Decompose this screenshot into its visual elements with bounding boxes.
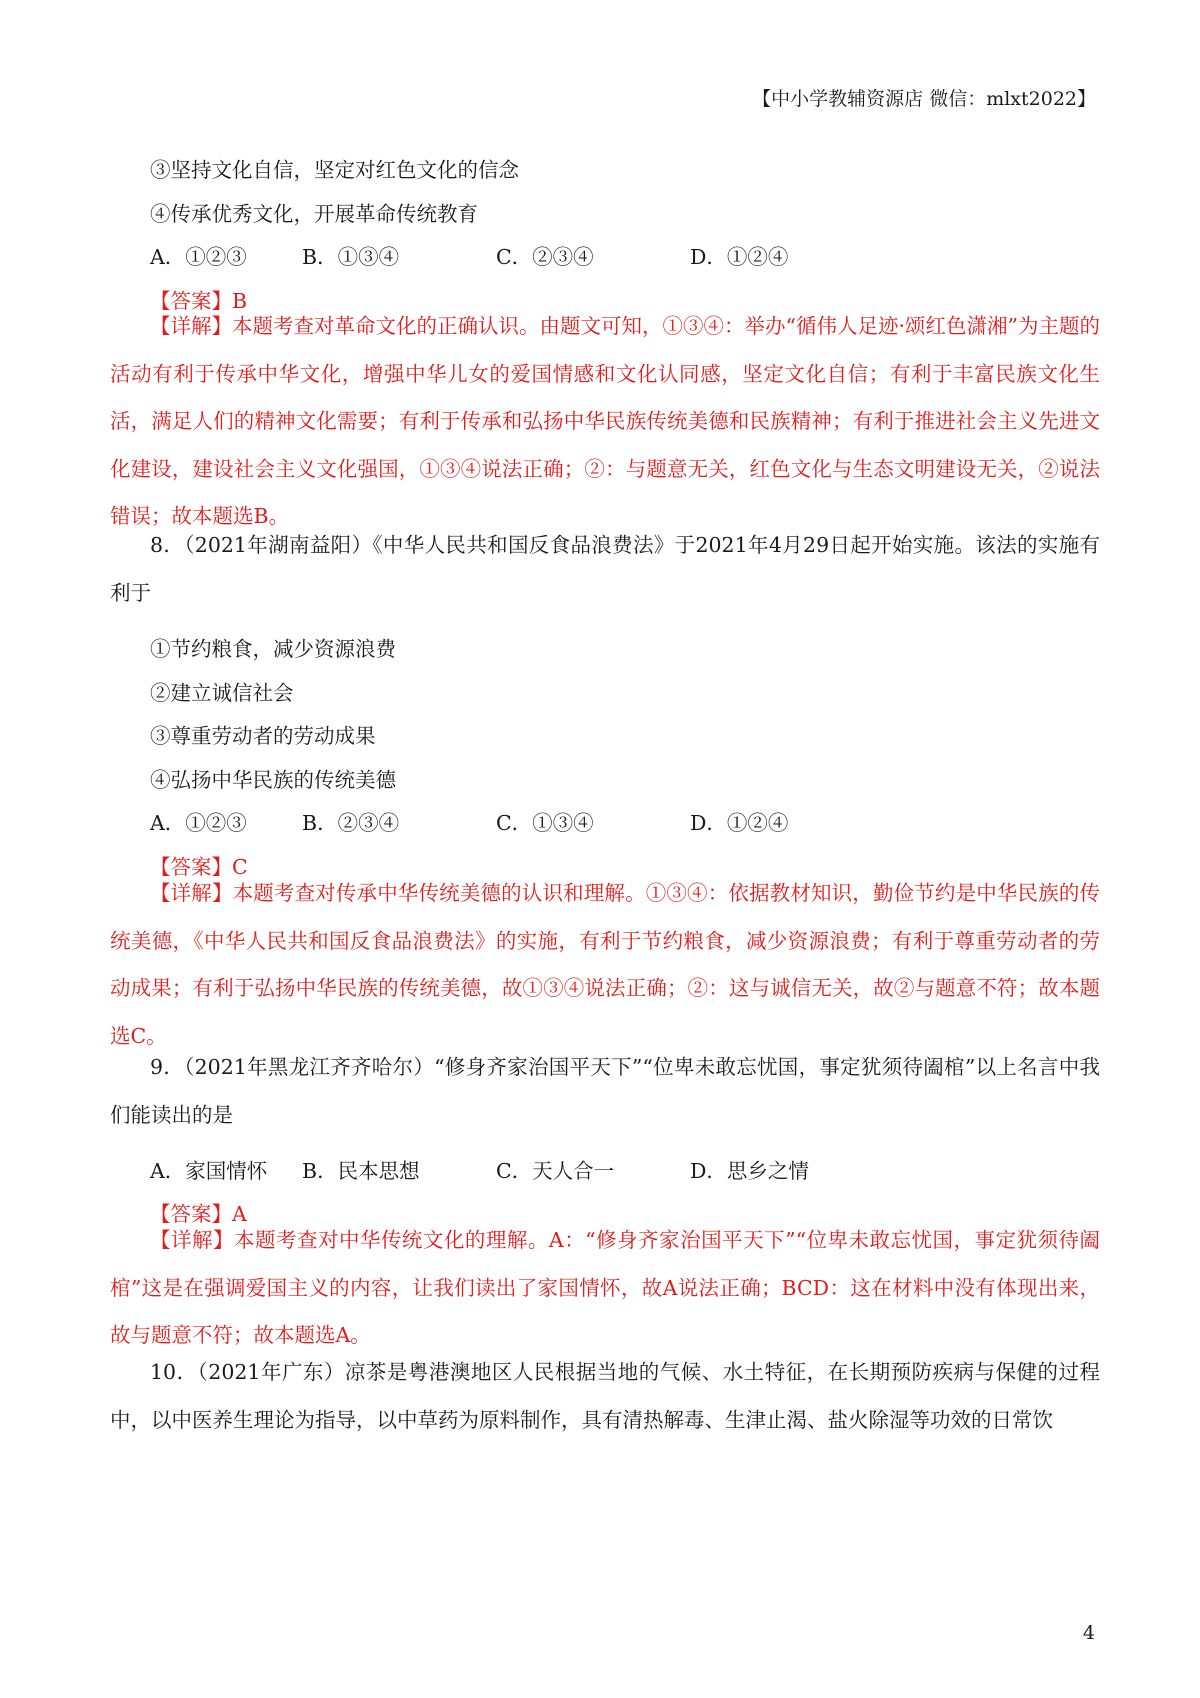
q8-statement-4: ④弘扬中华民族的传统美德 (150, 768, 396, 792)
q7-answer: 【答案】B (150, 289, 248, 313)
q7-option-a: A．①②③ (150, 245, 247, 269)
q8-statement-1: ①节约粮食，减少资源浪费 (150, 637, 396, 661)
q8-option-d: D．①②④ (690, 811, 789, 835)
q8-answer: 【答案】C (150, 855, 248, 879)
q9-option-a: A．家国情怀 (150, 1159, 268, 1183)
q7-option-d: D．①②④ (690, 245, 789, 269)
q8-stem: 8．（2021年湖南益阳）《中华人民共和国反食品浪费法》于2021年4月29日起开始实施。该法的实施有利于 (110, 533, 1100, 605)
q8-statement-2: ②建立诚信社会 (150, 681, 294, 705)
q7-option-c: C．②③④ (496, 245, 594, 269)
q10-stem: 10．（2021年广东）凉茶是粤港澳地区人民根据当地的气候、水土特征，在长期预防疾病与保健的过程中，以中医养生理论为指导，以中草药为原料制作，具有清热解毒、生津止渴、盐火除湿等功效的日常饮 (110, 1360, 1100, 1432)
q9-option-b: B．民本思想 (302, 1159, 420, 1183)
q8-option-a: A．①②③ (150, 811, 247, 835)
q7-statement-3: ③坚持文化自信，坚定对红色文化的信念 (150, 158, 519, 182)
page-number: 4 (1082, 1622, 1095, 1644)
q9-option-d: D．思乡之情 (690, 1159, 809, 1183)
q8-option-c: C．①③④ (496, 811, 594, 835)
q8-explanation: 【详解】本题考查对传承中华传统美德的认识和理解。①③④：依据教材知识，勤俭节约是中华民族的传统美德，《中华人民共和国反食品浪费法》的实施，有利于节约粮食，减少资源浪费；有利于尊重劳动者的劳动成果；有利于弘扬中华民族的传统美德，故①③④说法正确；②：这与诚信无关，故②与题意不符；故本题选C。 (110, 881, 1100, 1048)
q9-stem: 9．（2021年黑龙江齐齐哈尔）“修身齐家治国平天下”“位卑未敢忘忧国，事定犹须待阖棺”以上名言中我们能读出的是 (110, 1055, 1100, 1127)
q7-statement-4: ④传承优秀文化，开展革命传统教育 (150, 202, 478, 226)
q9-answer: 【答案】A (150, 1202, 247, 1226)
q9-explanation: 【详解】本题考查对中华传统文化的理解。A：“修身齐家治国平天下”“位卑未敢忘忧国，事定犹须待阖棺”这是在强调爱国主义的内容，让我们读出了家国情怀，故A说法正确；BCD：这在材料中没有体现出来，故与题意不符；故本题选A。 (110, 1228, 1100, 1347)
q8-statement-3: ③尊重劳动者的劳动成果 (150, 724, 376, 748)
q7-option-b: B．①③④ (302, 245, 400, 269)
q7-explanation: 【详解】本题考查对革命文化的正确认识。由题文可知，①③④：举办“循伟人足迹·颂红色潇湘”为主题的活动有利于传承中华文化，增强中华儿女的爱国情感和文化认同感，坚定文化自信；有利于丰富民族文化生活，满足人们的精神文化需要；有利于传承和弘扬中华民族传统美德和民族精神；有利于推进社会主义先进文化建设，建设社会主义文化强国，①③④说法正确；②：与题意无关，红色文化与生态文明建设无关，②说法错误；故本题选B。 (110, 314, 1100, 528)
q8-option-b: B．②③④ (302, 811, 400, 835)
page-header: 【中小学教辅资源店 微信：mlxt2022】 (752, 88, 1096, 110)
q9-option-c: C．天人合一 (496, 1159, 615, 1183)
